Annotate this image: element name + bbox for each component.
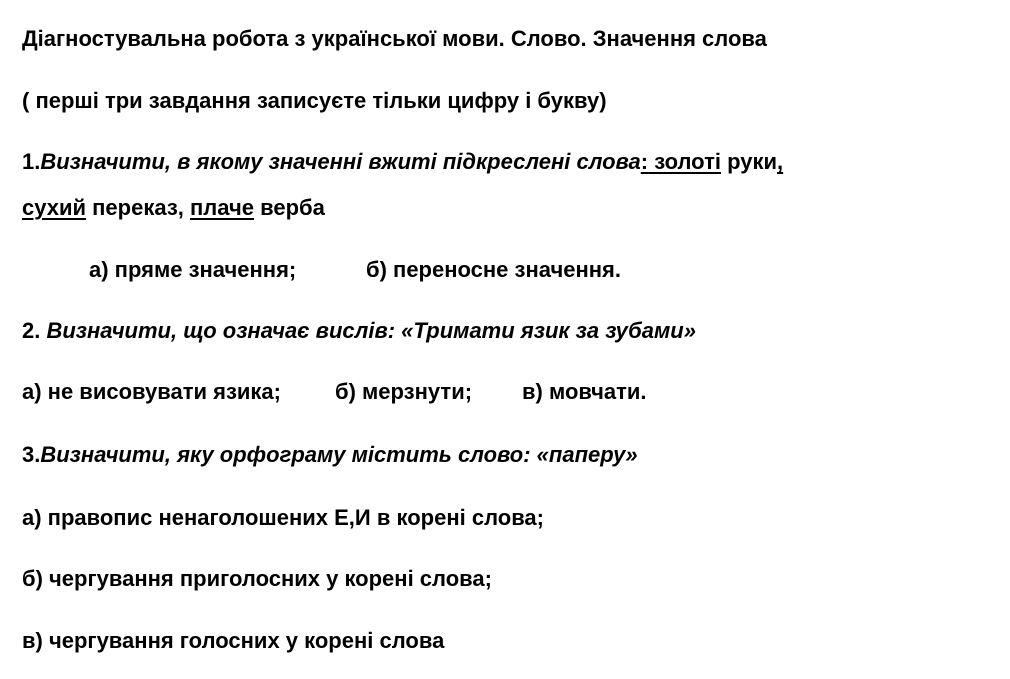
underlined-word: плаче xyxy=(190,195,254,220)
underlined-comma: , xyxy=(777,149,784,174)
question-number: 2. xyxy=(22,318,47,343)
q2-option-b: б) мерзнути; xyxy=(335,379,473,404)
q2-option-a: а) не висовувати язика; xyxy=(22,379,281,404)
question-2 xyxy=(22,316,696,346)
underlined-colon: : xyxy=(640,149,649,174)
question-1 xyxy=(22,147,783,177)
question-text: верба xyxy=(253,195,325,220)
q3-option-b: б) чергування приголосних у корені слова; xyxy=(22,566,492,591)
q1-option-a: а) пряме значення; xyxy=(89,257,297,282)
question-text: переказ, xyxy=(86,195,191,220)
question-prompt: Визначити, в якому значенні вжиті підкреслені слова xyxy=(40,149,641,174)
q1-option-b: б) переносне значення. xyxy=(366,257,621,282)
document-title: Діагностувальна робота з української мови. Слово. Значення слова xyxy=(22,26,767,51)
underlined-word: сухий xyxy=(22,195,87,220)
question-prompt: Визначити, що означає вислів: «Тримати язик за зубами» xyxy=(46,318,696,343)
underlined-word: золоті xyxy=(648,149,721,174)
question-number: 1. xyxy=(22,149,41,174)
instruction-text: ( перші три завдання записуєте тільки цифру і букву) xyxy=(22,88,607,113)
question-text: руки xyxy=(720,149,777,174)
question-3 xyxy=(22,440,638,470)
q3-option-c: в) чергування голосних у корені слова xyxy=(22,628,445,653)
question-prompt: Визначити, яку орфограму містить слово: «паперу» xyxy=(40,442,638,467)
q3-option-a: а) правопис ненаголошених Е,И в корені слова; xyxy=(22,505,544,530)
q2-option-c: в) мовчати. xyxy=(522,379,647,404)
question-1-continued xyxy=(22,193,325,223)
question-number: 3. xyxy=(22,442,41,467)
